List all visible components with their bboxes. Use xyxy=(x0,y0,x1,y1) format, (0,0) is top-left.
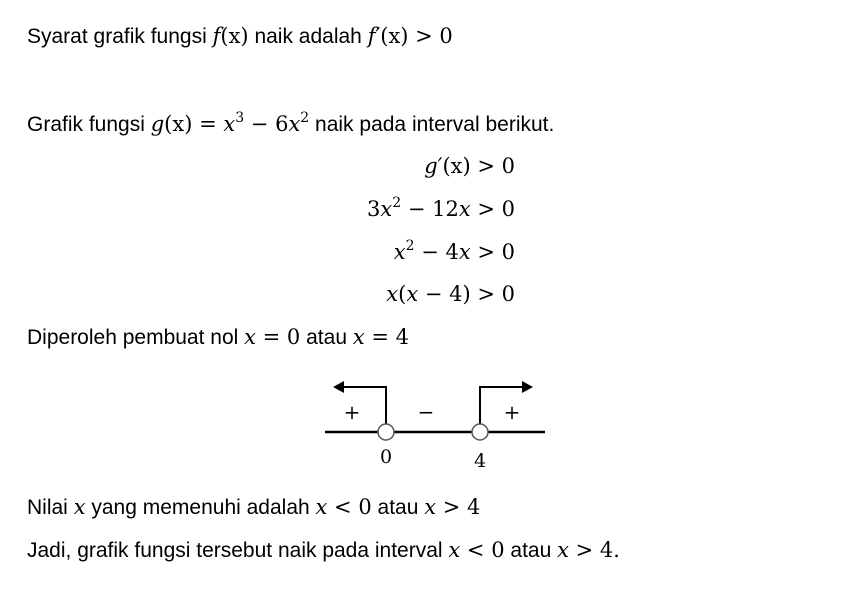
text: Syarat grafik fungsi xyxy=(27,25,213,48)
math-var: x xyxy=(315,495,328,519)
math-var: g′ xyxy=(424,154,443,178)
tick-label-4: 4 xyxy=(473,450,487,472)
math-var: x xyxy=(380,197,393,221)
math-var: x xyxy=(424,495,437,519)
math-var: x xyxy=(223,112,236,136)
math-expr: − 6 xyxy=(244,112,289,136)
text: yang memenuhi adalah xyxy=(85,496,316,519)
math-expr: > 0 xyxy=(408,24,453,48)
text: atau xyxy=(300,326,353,349)
middle-sign: − xyxy=(417,400,435,424)
text: naik pada interval berikut. xyxy=(309,113,555,136)
math-var: x xyxy=(458,197,471,221)
math-expr: 3 xyxy=(367,197,381,221)
math-expr: (x) xyxy=(220,24,249,48)
text: Diperoleh pembuat nol xyxy=(27,326,245,349)
text: atau xyxy=(504,539,558,562)
math-var: x xyxy=(448,538,461,562)
math-var: x xyxy=(244,325,256,349)
text: naik adalah xyxy=(248,25,368,48)
math-var: x xyxy=(393,240,406,264)
text: Grafik fungsi xyxy=(27,113,151,136)
math-expr: > 0 xyxy=(470,154,515,178)
math-expr: = 4 xyxy=(364,325,409,349)
math-expr: > 0 xyxy=(470,240,515,264)
math-expr: > 0 xyxy=(470,282,515,306)
math-var: x xyxy=(73,495,86,519)
derivation-step-2 xyxy=(340,197,515,221)
math-expr: − 4) xyxy=(418,282,471,306)
math-expr: > 0 xyxy=(470,197,515,221)
function-statement xyxy=(27,112,554,137)
text: Nilai xyxy=(27,496,74,519)
derivation-step-3 xyxy=(340,240,515,264)
math-var: x xyxy=(458,240,471,264)
math-var: x xyxy=(557,538,569,562)
left-sign: + xyxy=(343,400,361,424)
math-expr: > 4. xyxy=(568,538,620,562)
zeros-statement xyxy=(27,325,409,350)
math-var: x xyxy=(386,282,399,306)
left-arrow-icon xyxy=(333,381,344,393)
math-expr: − 12 xyxy=(401,197,459,221)
exponent: 2 xyxy=(300,110,310,126)
math-var: x xyxy=(288,112,301,136)
text: atau xyxy=(371,496,425,519)
right-sign: + xyxy=(503,400,521,424)
math-expr: (x) xyxy=(164,112,193,136)
conclusion-statement xyxy=(27,538,620,563)
exponent: 2 xyxy=(405,238,415,254)
math-var: f′ xyxy=(367,24,381,48)
math-expr: = 0 xyxy=(255,325,301,349)
text: Jadi, grafik fungsi tersebut naik pada interval xyxy=(27,539,449,562)
derivation-step-1 xyxy=(340,154,515,178)
math-expr: > 4 xyxy=(436,495,481,519)
math-var: f xyxy=(212,24,221,48)
math-var: x xyxy=(352,325,365,349)
math-var: g xyxy=(150,112,165,136)
open-point-0 xyxy=(378,424,394,440)
derivation-step-4 xyxy=(340,282,515,306)
math-expr: < 0 xyxy=(327,495,372,519)
math-expr: < 0 xyxy=(460,538,505,562)
tick-label-0: 0 xyxy=(379,446,393,468)
math-expr: = xyxy=(192,112,224,136)
exponent: 3 xyxy=(235,110,245,126)
condition-statement xyxy=(27,24,453,49)
solution-statement xyxy=(27,495,480,520)
math-expr: (x) xyxy=(380,24,409,48)
sign-number-line xyxy=(320,375,555,475)
open-point-4 xyxy=(472,424,488,440)
math-expr: ( xyxy=(398,282,407,306)
math-expr: (x) xyxy=(442,154,471,178)
math-expr: − 4 xyxy=(414,240,459,264)
math-var: x xyxy=(406,282,419,306)
right-arrow-icon xyxy=(522,381,533,393)
exponent: 2 xyxy=(392,195,402,211)
